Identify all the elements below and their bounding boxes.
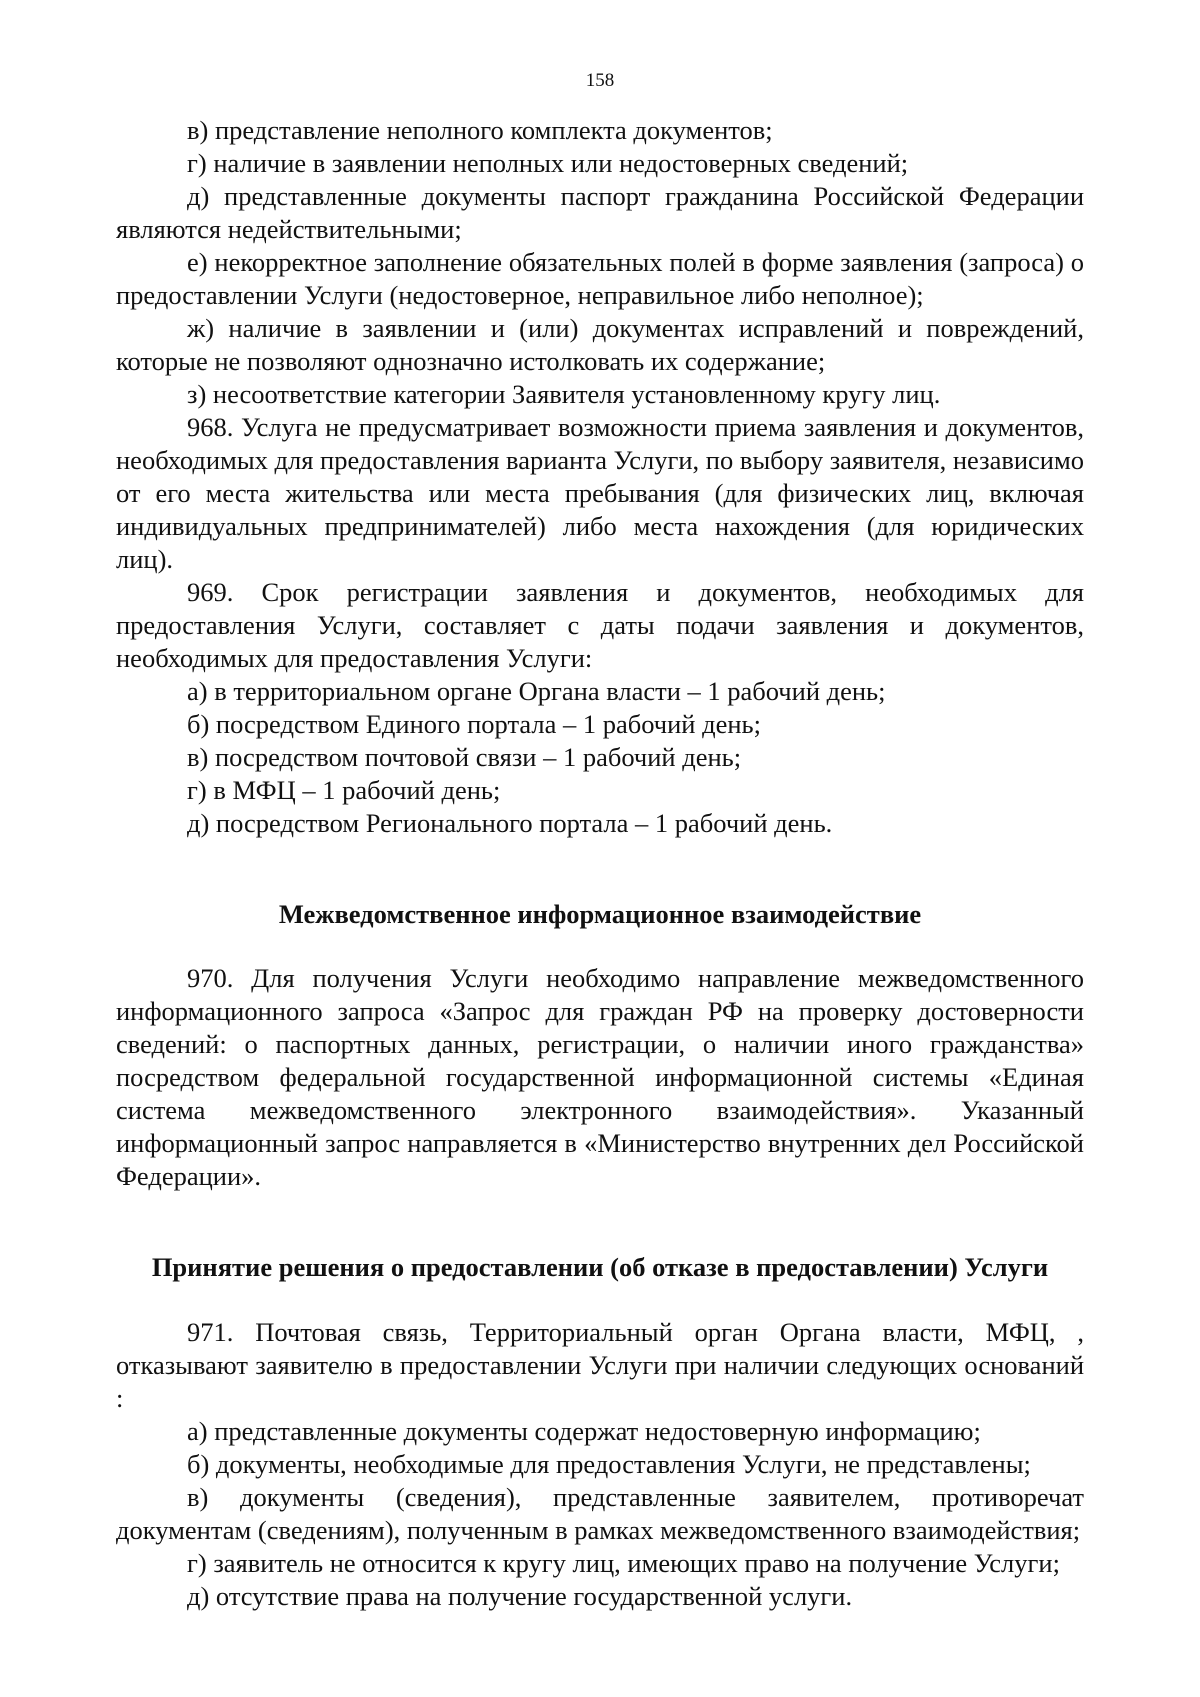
- list-item-g-3: г) заявитель не относится к кругу лиц, имеющих право на получение Услуги;: [187, 1548, 1060, 1578]
- section-heading: Межведомственное информационное взаимодействие: [278, 899, 922, 929]
- list-item-b-2: б) документы, необходимые для предоставления Услуги, не представлены;: [187, 1449, 1031, 1479]
- section-heading: Принятие решения о предоставлении (об отказе в предоставлении) Услуги: [151, 1252, 1049, 1282]
- list-item-e: е) некорректное заполнение обязательных полей в форме заявления (запроса) о предоставлении Услуги (недостоверное, неправильное либо неполное);: [116, 247, 1084, 310]
- page-number: 158: [585, 70, 615, 91]
- list-item-zh: ж) наличие в заявлении и (или) документах исправлений и повреждений, которые не позволяют однозначно истолковать их содержание;: [116, 313, 1084, 376]
- list-item-v: в) представление неполного комплекта документов;: [187, 115, 773, 145]
- list-item-g: г) наличие в заявлении неполных или недостоверных сведений;: [187, 148, 909, 178]
- list-item-d-3: д) отсутствие права на получение государственной услуги.: [187, 1581, 853, 1611]
- paragraph-971: 971. Почтовая связь, Территориальный орган Органа власти, МФЦ, , отказывают заявителю в предоставлении Услуги при наличии следующих оснований :: [116, 1317, 1084, 1413]
- paragraph-968: 968. Услуга не предусматривает возможности приема заявления и документов, необходимых для предоставления варианта Услуги, по выбору заявителя, независимо от его места жительства или места пребывания (для физических лиц, включая индивидуальных предпринимателей) либо места нахождения (для юридических лиц).: [116, 412, 1084, 574]
- list-item-z: з) несоответствие категории Заявителя установленному кругу лиц.: [187, 379, 941, 409]
- list-item-d: д) представленные документы паспорт гражданина Российской Федерации являются недействительными;: [116, 181, 1084, 244]
- list-item-b: б) посредством Единого портала – 1 рабочий день;: [187, 709, 761, 739]
- paragraph-970: 970. Для получения Услуги необходимо направление межведомственного информационного запроса «Запрос для граждан РФ на проверку достоверности сведений: о паспортных данных, регистрации, о наличии иного гражданства» посредством федеральной государственной информационной системы «Единая система межведомственного электронного взаимодействия». Указанный информационный запрос направляется в «Министерство внутренних дел Российской Федерации».: [116, 963, 1084, 1191]
- list-item-a-2: а) представленные документы содержат недостоверную информацию;: [187, 1416, 981, 1446]
- document-body: [116, 114, 1084, 1613]
- paragraph-969: 969. Срок регистрации заявления и документов, необходимых для предоставления Услуги, составляет с даты подачи заявления и документов, необходимых для предоставления Услуги:: [116, 577, 1084, 673]
- list-item-v-3: в) документы (сведения), представленные заявителем, противоречат документам (сведениям), полученным в рамках межведомственного взаимодействия;: [116, 1482, 1084, 1545]
- list-item-g-2: г) в МФЦ – 1 рабочий день;: [187, 775, 501, 805]
- list-item-a: а) в территориальном органе Органа власти – 1 рабочий день;: [187, 676, 886, 706]
- list-item-d-2: д) посредством Регионального портала – 1 рабочий день.: [187, 808, 833, 838]
- list-item-v-2: в) посредством почтовой связи – 1 рабочий день;: [187, 742, 742, 772]
